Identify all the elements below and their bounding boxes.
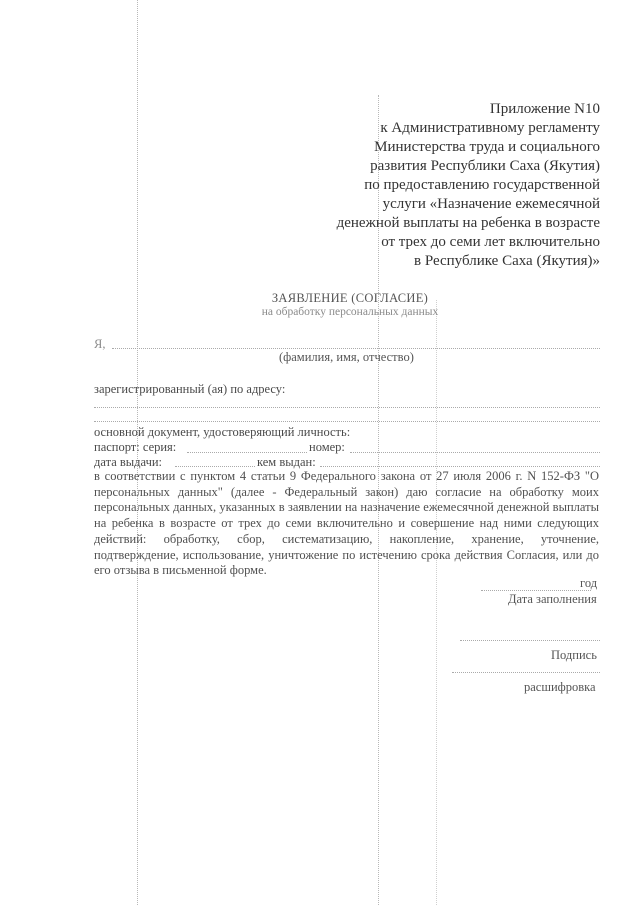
i-label: Я, <box>94 337 106 351</box>
issue-date-field[interactable] <box>175 466 255 467</box>
address-field-line-2[interactable] <box>94 421 600 422</box>
issued-by-label: кем выдан: <box>257 455 316 469</box>
passport-series-label: паспорт: серия: <box>94 440 177 454</box>
appendix-line: в Республике Саха (Якутия)» <box>413 253 600 269</box>
name-field-line[interactable] <box>112 348 600 349</box>
passport-number-label: номер: <box>309 440 345 454</box>
year-suffix: год <box>580 576 598 590</box>
appendix-line: к Административному регламенту <box>380 120 600 136</box>
address-field-line[interactable] <box>94 407 600 408</box>
passport-number-field[interactable] <box>350 452 600 453</box>
registered-address-label: зарегистрированный (ая) по адресу: <box>94 382 286 396</box>
appendix-line: от трех до семи лет включительно <box>381 234 600 250</box>
form-subtitle: на обработку персональных данных <box>261 306 439 318</box>
decoding-field[interactable] <box>452 672 600 673</box>
fill-date-label: Дата заполнения <box>508 592 597 606</box>
scan-fold-line <box>436 300 437 905</box>
name-hint: (фамилия, имя, отчество) <box>279 350 414 364</box>
id-document-label: основной документ, удостоверяющий личность: <box>94 425 351 439</box>
appendix-line: денежной выплаты на ребенка в возрасте <box>336 215 600 231</box>
appendix-line: развития Республики Саха (Якутия) <box>370 158 600 174</box>
appendix-line: Министерства труда и социального <box>374 139 600 155</box>
issue-date-label: дата выдачи: <box>94 455 163 469</box>
signature-field[interactable] <box>460 640 600 641</box>
appendix-line: по предоставлению государственной <box>364 177 600 193</box>
passport-series-field[interactable] <box>187 452 307 453</box>
appendix-line: услуги «Назначение ежемесячной <box>382 196 600 212</box>
consent-paragraph: в соответствии с пунктом 4 статьи 9 Федерального закона от 27 июля 2006 г. N 152-ФЗ "О персональных данных" (далее - Федеральный закон) даю согласие на обработку моих персональных данных, указанных в заявлении на назначение ежемесячной денежной выплаты на ребенка в возрасте от трех до семи включительно и совершение над ними следующих действий: обработку, сбор, систематизацию, накопление, хранение, уточнение, подтверждение, использование, уничтожение по истечению срока действия Согласия, или до его отзыва в письменной форме. <box>94 469 599 578</box>
decoding-label: расшифровка <box>524 680 596 694</box>
appendix-line: Приложение N10 <box>489 101 600 117</box>
appendix-header <box>270 100 600 271</box>
fill-date-field[interactable] <box>481 590 591 591</box>
form-title: ЗАЯВЛЕНИЕ (СОГЛАСИЕ) <box>271 291 429 305</box>
signature-label: Подпись <box>551 648 597 662</box>
issued-by-field[interactable] <box>320 466 600 467</box>
